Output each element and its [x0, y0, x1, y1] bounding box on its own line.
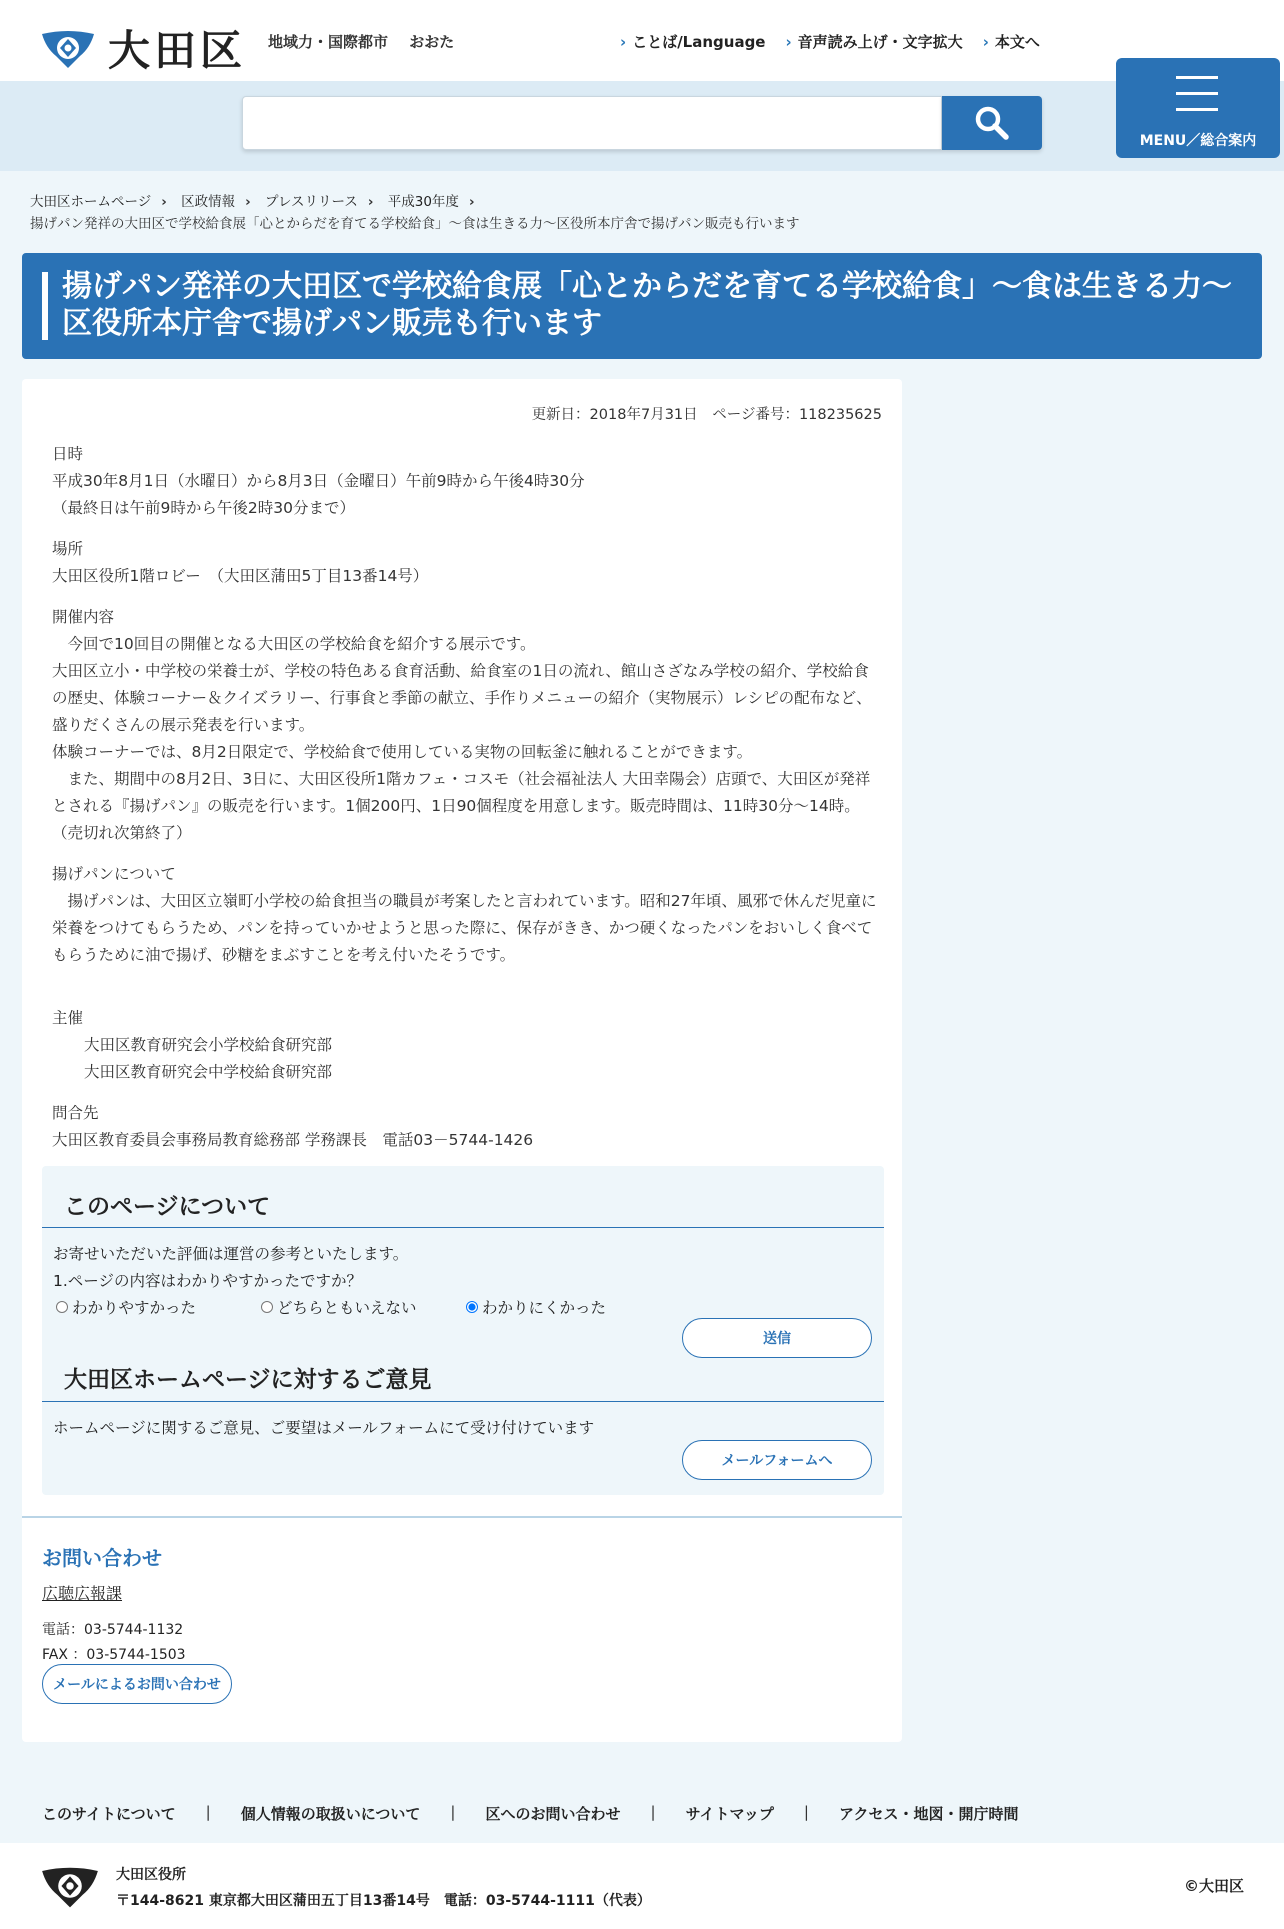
page-meta — [532, 403, 882, 424]
details-paragraph-3: 体験コーナーでは、8月2日限定で、学校給食で使用している実物の回転釜に触れることができます。 — [52, 743, 753, 761]
option-neutral[interactable] — [261, 1296, 417, 1318]
agepan-heading: 揚げパンについて — [52, 865, 176, 883]
footer-separator: | — [650, 1803, 656, 1821]
host-section — [52, 1005, 878, 1086]
host-2: 大田区教育研究会中学校給食研究部 — [84, 1063, 333, 1081]
article-body — [52, 441, 878, 1168]
option-easy-radio[interactable] — [56, 1301, 68, 1313]
tagline-part-2: おおた — [409, 33, 455, 51]
option-hard-label: わかりにくかった — [482, 1299, 607, 1317]
footer-link-sitemap[interactable]: サイトマップ — [685, 1805, 774, 1823]
breadcrumb-kusei[interactable]: 区政情報 — [181, 194, 236, 210]
chevron-right-icon: › — [161, 194, 167, 210]
page-title — [62, 268, 1257, 342]
site-footer — [0, 1843, 1284, 1929]
option-hard[interactable] — [466, 1296, 606, 1318]
agepan-section — [52, 861, 878, 969]
date-line-2: （最終日は午前9時から午後2時30分まで） — [52, 499, 355, 517]
footer-org-name: 大田区役所 — [116, 1867, 186, 1883]
page-title-line-2: 区役所本庁舎で揚げパン販売も行います — [62, 306, 602, 341]
footer-address: 〒144-8621 東京都大田区蒲田五丁目13番14号 電話：03-5744-1111（代表） — [116, 1893, 651, 1909]
option-neutral-label: どちらともいえない — [277, 1299, 417, 1317]
menu-button[interactable] — [1116, 58, 1280, 158]
host-heading: 主催 — [52, 1009, 84, 1027]
breadcrumb — [30, 191, 1130, 235]
footer-link-privacy[interactable]: 個人情報の取扱いについて — [240, 1805, 421, 1823]
submit-button[interactable]: 送信 — [682, 1318, 872, 1358]
agepan-paragraph: 揚げパンは、大田区立嶺町小学校の給食担当の職員が考案したと言われています。昭和27年頃、風邪で休んだ児童に栄養をつけてもらうため、パンを持っていかせようと思った際に、保存がきき、かつ硬くなったパンをおいしく食べてもらうために油で揚げ、砂糖をまぶすことを考え付いたそうです。 — [52, 892, 877, 964]
feedback-heading: このページについて — [64, 1194, 271, 1220]
breadcrumb-press[interactable]: プレスリリース — [264, 194, 358, 210]
footer-link-access[interactable]: アクセス・地図・開庁時間 — [838, 1805, 1019, 1823]
date-section — [52, 441, 878, 522]
mailform-button[interactable]: メールフォームへ — [682, 1440, 872, 1480]
details-paragraph-4: また、期間中の8月2日、3日に、大田区役所1階カフェ・コスモ（社会福祉法人 大田幸陽会）店頭で、大田区が発祥とされる『揚げパン』の販売を行います。1個200円、1日90個程度を用意します。販売時間は、11時30分～14時。（売切れ次第終了） — [52, 770, 871, 842]
footer-separator: | — [803, 1803, 809, 1821]
option-easy-label: わかりやすかった — [72, 1299, 197, 1317]
language-link[interactable]: › ことば/Language — [620, 31, 765, 52]
footer-link-about[interactable]: このサイトについて — [42, 1805, 176, 1823]
utility-nav — [620, 31, 1040, 52]
date-line-1: 平成30年8月1日（水曜日）から8月3日（金曜日）午前9時から午後4時30分 — [52, 472, 585, 490]
page-number: ページ番号：118235625 — [712, 407, 882, 423]
breadcrumb-current: 揚げパン発祥の大田区で学校給食展「心とからだを育てる学校給食」～食は生きる力～区役所本庁舎で揚げパン販売も行います — [30, 216, 800, 232]
search-button[interactable] — [942, 96, 1042, 150]
details-paragraph-1: 今回で10回目の開催となる大田区の学校給食を紹介する展示です。 — [52, 635, 536, 653]
footer-link-inquiry[interactable]: 区へのお問い合わせ — [485, 1805, 621, 1823]
footer-nav — [0, 1781, 1284, 1843]
place-line: 大田区役所1階ロビー （大田区蒲田5丁目13番14号） — [52, 567, 429, 585]
opinion-text: ホームページに関するご意見、ご要望はメールフォームにて受け付けています — [53, 1419, 595, 1437]
feedback-question: 1.ページの内容はわかりやすかったですか？ — [53, 1272, 362, 1290]
tagline — [268, 31, 454, 52]
details-section — [52, 604, 878, 847]
feedback-divider — [42, 1227, 884, 1228]
option-hard-radio[interactable] — [466, 1301, 478, 1313]
date-heading: 日時 — [52, 445, 84, 463]
menu-label: MENU／総合案内 — [1139, 133, 1257, 149]
feedback-intro: お寄せいただいた評価は運営の参考といたします。 — [53, 1245, 409, 1263]
contact-dept-link[interactable]: 広聴広報課 — [42, 1584, 123, 1603]
ota-emblem-icon — [40, 1861, 100, 1911]
place-section — [52, 536, 878, 590]
page-title-line-1: 揚げパン発祥の大田区で学校給食展「心とからだを育てる学校給食」～食は生きる力～ — [62, 269, 1232, 304]
host-1: 大田区教育研究会小学校給食研究部 — [84, 1036, 333, 1054]
logo-text: 大田区 — [108, 26, 247, 75]
title-accent-bar — [42, 272, 48, 340]
ota-emblem-icon — [40, 26, 96, 70]
search-bar — [0, 81, 1284, 171]
contact-divider — [22, 1516, 902, 1518]
footer-links-row — [42, 1803, 1019, 1824]
opinion-heading: 大田区ホームページに対するご意見 — [64, 1367, 432, 1393]
option-easy[interactable] — [56, 1296, 196, 1318]
page-feedback-box — [42, 1166, 884, 1495]
opinion-divider — [42, 1401, 884, 1402]
contact-fax: FAX ：03-5744-1503 — [42, 1647, 186, 1663]
inquiry-line: 大田区教育委員会事務局教育総務部 学務課長 電話03－5744-1426 — [52, 1131, 534, 1149]
search-icon — [974, 105, 1010, 141]
search-input[interactable] — [242, 96, 942, 150]
contact-heading: お問い合わせ — [42, 1546, 162, 1570]
chevron-right-icon: › — [245, 194, 251, 210]
details-heading: 開催内容 — [52, 608, 115, 626]
inquiry-heading: 問合先 — [52, 1104, 99, 1122]
chevron-right-icon: › — [367, 194, 374, 210]
voice-zoom-link[interactable]: › 音声読み上げ・文字拡大 — [785, 31, 962, 52]
site-header — [0, 0, 1284, 81]
hamburger-icon — [1176, 76, 1218, 124]
copyright: ©大田区 — [1183, 1877, 1244, 1895]
option-neutral-radio[interactable] — [261, 1301, 273, 1313]
site-logo[interactable] — [40, 18, 246, 78]
breadcrumb-h30[interactable]: 平成30年度 — [387, 194, 459, 210]
footer-separator: | — [450, 1803, 456, 1821]
chevron-right-icon: › — [468, 194, 475, 210]
page-title-box — [22, 253, 1262, 359]
contact-tel: 電話：03-5744-1132 — [42, 1622, 184, 1638]
footer-separator: | — [205, 1803, 211, 1821]
main-content — [22, 379, 902, 1742]
details-paragraph-2: 大田区立小・中学校の栄養士が、学校の特色ある食育活動、給食室の1日の流れ、館山さざなみ学校の紹介、学校給食の歴史、体験コーナー＆クイズラリー、行事食と季節の献立、手作りメニューの紹介（実物展示）レシピの配布など、盛りだくさんの展示発表を行います。 — [52, 662, 872, 734]
mail-inquiry-button[interactable]: メールによるお問い合わせ — [42, 1664, 232, 1704]
inquiry-section — [52, 1100, 878, 1154]
updated-date: 更新日：2018年7月31日 — [531, 407, 698, 423]
place-heading: 場所 — [52, 540, 84, 558]
skip-to-content-link[interactable]: › 本文へ — [983, 31, 1040, 52]
tagline-part-1: 地域力・国際都市 — [268, 33, 389, 51]
breadcrumb-home[interactable]: 大田区ホームページ — [30, 194, 152, 210]
